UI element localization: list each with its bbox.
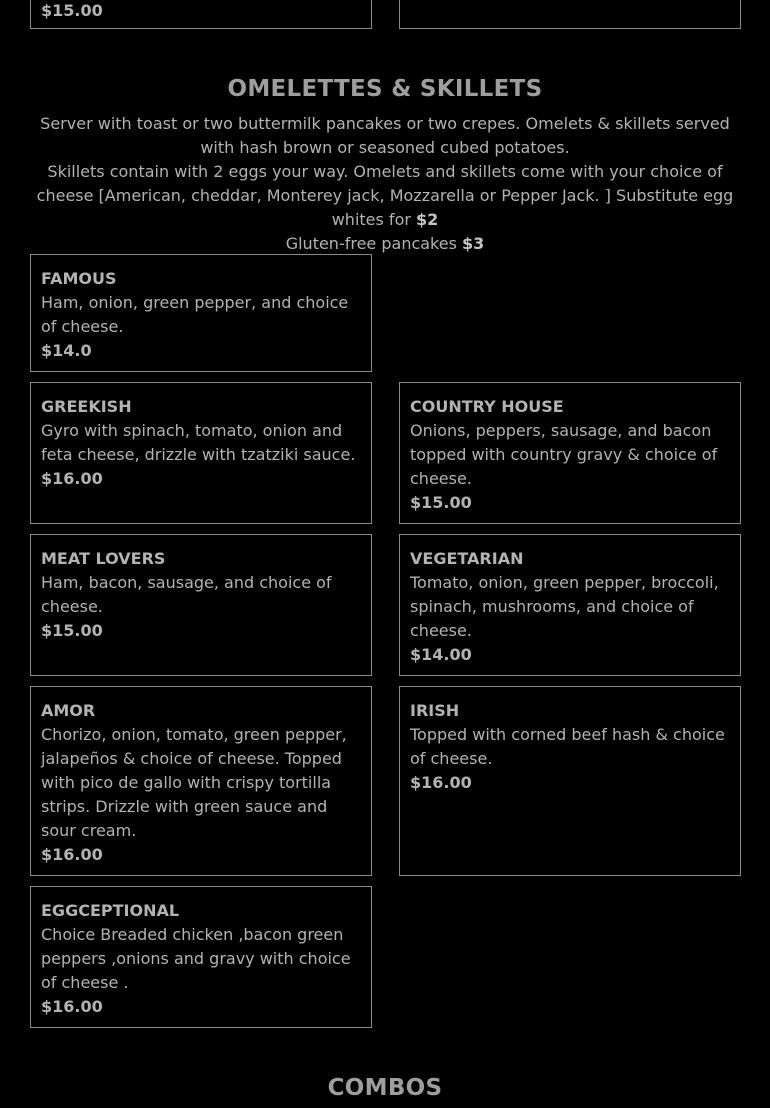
menu-item-card: [30, 534, 372, 676]
menu-item-card: [399, 686, 741, 876]
previous-menu-item-card: [30, 0, 372, 29]
menu-item-price: $16.00: [41, 469, 103, 488]
menu-item-name: EGGCEPTIONAL: [41, 901, 180, 920]
egg-white-price: $2: [416, 210, 439, 229]
menu-item-description: Topped with corned beef hash & choice of cheese.: [410, 725, 725, 768]
menu-item-description: Ham, bacon, sausage, and choice of cheese.: [41, 573, 332, 616]
menu-item-price: $15.00: [41, 1, 103, 20]
menu-item-description: Ham, onion, green pepper, and choice of cheese.: [41, 293, 349, 336]
previous-menu-item-card: [399, 0, 741, 29]
menu-item-name: IRISH: [410, 701, 460, 720]
menu-item-card: [30, 886, 372, 1028]
menu-item-name: GREEKISH: [41, 397, 132, 416]
menu-item-price: $16.00: [41, 997, 103, 1016]
menu-item-card: [30, 254, 372, 372]
menu-item-card: [30, 382, 372, 524]
menu-item-name: FAMOUS: [41, 269, 117, 288]
menu-item-description: Onions, peppers, sausage, and bacon topped with country gravy & choice of cheese.: [410, 421, 718, 488]
menu-item-price: $15.00: [410, 493, 472, 512]
menu-item-name: AMOR: [41, 701, 96, 720]
menu-item-card: [30, 686, 372, 876]
menu-item-card: [399, 534, 741, 676]
gluten-free-price: $3: [462, 234, 485, 253]
section-intro: [30, 112, 740, 256]
menu-item-name: COUNTRY HOUSE: [410, 397, 564, 416]
menu-item-price: $16.00: [41, 845, 103, 864]
menu-item-description: Choice Breaded chicken ,bacon green peppers ,onions and gravy with choice of cheese .: [41, 925, 351, 992]
menu-item-price: $14.0: [41, 341, 92, 360]
intro-line: Gluten-free pancakes $3: [285, 234, 485, 253]
menu-item-price: $16.00: [410, 773, 472, 792]
intro-line: Server with toast or two buttermilk pancakes or two crepes. Omelets & skillets served with hash brown or seasoned cubed potatoes.: [40, 114, 730, 157]
menu-item-card: [399, 382, 741, 524]
menu-item-price: $15.00: [41, 621, 103, 640]
menu-item-description: Gyro with spinach, tomato, onion and feta cheese, drizzle with tzatziki sauce.: [41, 421, 356, 464]
menu-item-name: MEAT LOVERS: [41, 549, 166, 568]
section-title-omelettes: OMELETTES & SKILLETS: [227, 76, 543, 102]
section-title-combos: COMBOS: [327, 1075, 443, 1101]
menu-item-price: $14.00: [410, 645, 472, 664]
menu-item-description: Chorizo, onion, tomato, green pepper, jalapeños & choice of cheese. Topped with pico de gallo with crispy tortilla strips. Drizzle with green sauce and sour cream.: [41, 725, 347, 840]
menu-item-name: VEGETARIAN: [410, 549, 524, 568]
menu-item-description: Tomato, onion, green pepper, broccoli, spinach, mushrooms, and choice of cheese.: [410, 573, 719, 640]
intro-line: Skillets contain with 2 eggs your way. Omelets and skillets come with your choice of cheese [American, cheddar, Monterey jack, Mozzarella or Pepper Jack. ] Substitute egg whites for $2: [36, 162, 734, 229]
